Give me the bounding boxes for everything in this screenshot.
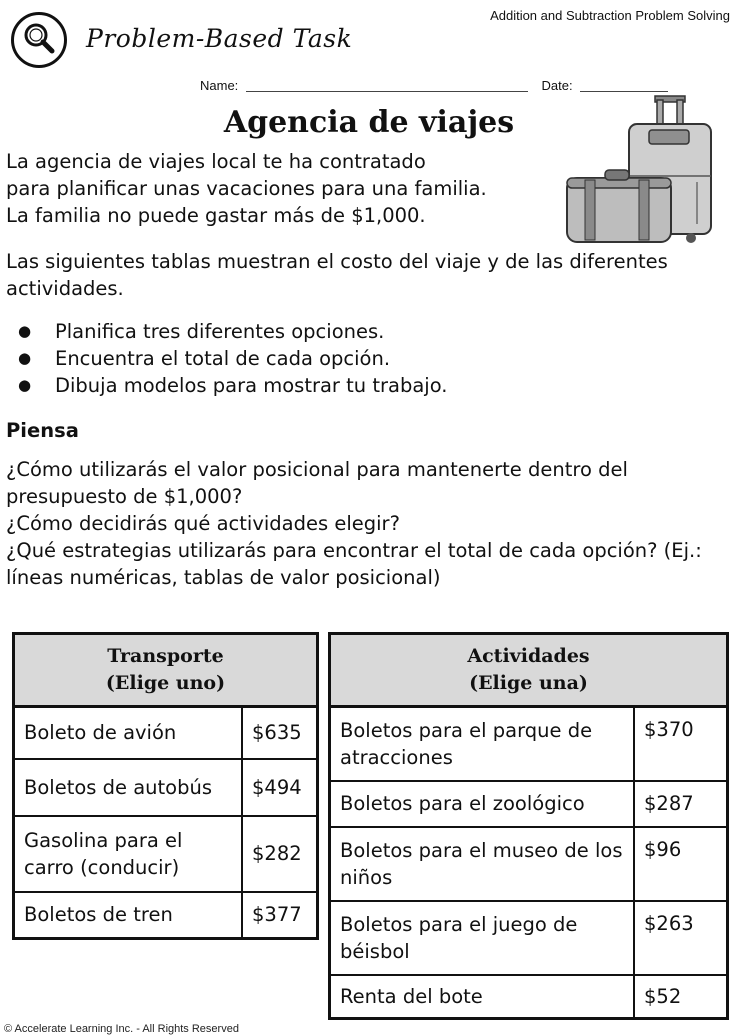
table-row (14, 707, 318, 759)
activity-item: Boletos para el juego de béisbol (330, 901, 635, 975)
question: ¿Cómo utilizarás el valor posicional para mantenerte dentro del presupuesto de $1,000? (6, 458, 628, 508)
transport-table (12, 632, 319, 940)
transport-item: Gasolina para el carro (conducir) (14, 816, 243, 892)
copyright-footer: © Accelerate Learning Inc. - All Rights Reserved (4, 1023, 239, 1035)
intro-paragraph (6, 148, 487, 229)
subject-label: Addition and Subtraction Problem Solving (490, 8, 730, 23)
questions (6, 456, 731, 591)
list-item: ● Encuentra el total de cada opción. (18, 345, 448, 372)
transport-item: Boletos de tren (14, 892, 243, 939)
transport-item: Boletos de autobús (14, 759, 243, 816)
magnifying-glass-icon (11, 12, 67, 68)
transport-price: $282 (242, 816, 318, 892)
table-row (330, 781, 728, 827)
intro-line: La agencia de viajes local te ha contratado (6, 150, 426, 173)
activity-item: Renta del bote (330, 975, 635, 1019)
activity-item: Boletos para el museo de los niños (330, 827, 635, 901)
activities-table-subtitle: (Elige una) (469, 672, 588, 694)
transport-price: $377 (242, 892, 318, 939)
date-label: Date: (541, 78, 573, 93)
activity-item: Boletos para el parque de atracciones (330, 707, 635, 781)
instruction-list (18, 318, 448, 399)
page-title: Agencia de viajes (223, 105, 515, 140)
activity-price: $96 (634, 827, 728, 901)
activities-table-title: Actividades (467, 645, 590, 667)
list-item: ● Dibuja modelos para mostrar tu trabajo. (18, 372, 448, 399)
activity-price: $263 (634, 901, 728, 975)
table-row (14, 759, 318, 816)
luggage-illustration (565, 92, 715, 244)
name-field-line[interactable] (246, 91, 528, 92)
activities-table (328, 632, 729, 1020)
task-type-title: Problem-Based Task (86, 24, 353, 53)
transport-table-header (14, 634, 318, 707)
transport-table-subtitle: (Elige uno) (105, 672, 226, 694)
activity-price: $287 (634, 781, 728, 827)
activity-price: $370 (634, 707, 728, 781)
name-date-row (200, 78, 668, 93)
table-row (14, 816, 318, 892)
transport-table-title: Transporte (107, 645, 224, 667)
question: ¿Cómo decidirás qué actividades elegir? (6, 512, 400, 535)
transport-item: Boleto de avión (14, 707, 243, 759)
activity-price: $52 (634, 975, 728, 1019)
table-row (14, 892, 318, 939)
transport-price: $635 (242, 707, 318, 759)
table-row (330, 827, 728, 901)
name-label: Name: (200, 78, 239, 93)
question: ¿Qué estrategias utilizarás para encontrar el total de cada opción? (Ej.: líneas numéricas, tablas de valor posicional) (6, 539, 702, 589)
transport-price: $494 (242, 759, 318, 816)
intro-line: para planificar unas vacaciones para una familia. (6, 177, 487, 200)
think-heading: Piensa (6, 419, 79, 442)
tables-intro: Las siguientes tablas muestran el costo del viaje y de las diferentes actividades. (6, 250, 668, 300)
list-item: ● Planifica tres diferentes opciones. (18, 318, 448, 345)
intro-line: La familia no puede gastar más de $1,000. (6, 204, 426, 227)
table-row (330, 975, 728, 1019)
activity-item: Boletos para el zoológico (330, 781, 635, 827)
table-row (330, 901, 728, 975)
activities-table-header (330, 634, 728, 707)
table-row (330, 707, 728, 781)
